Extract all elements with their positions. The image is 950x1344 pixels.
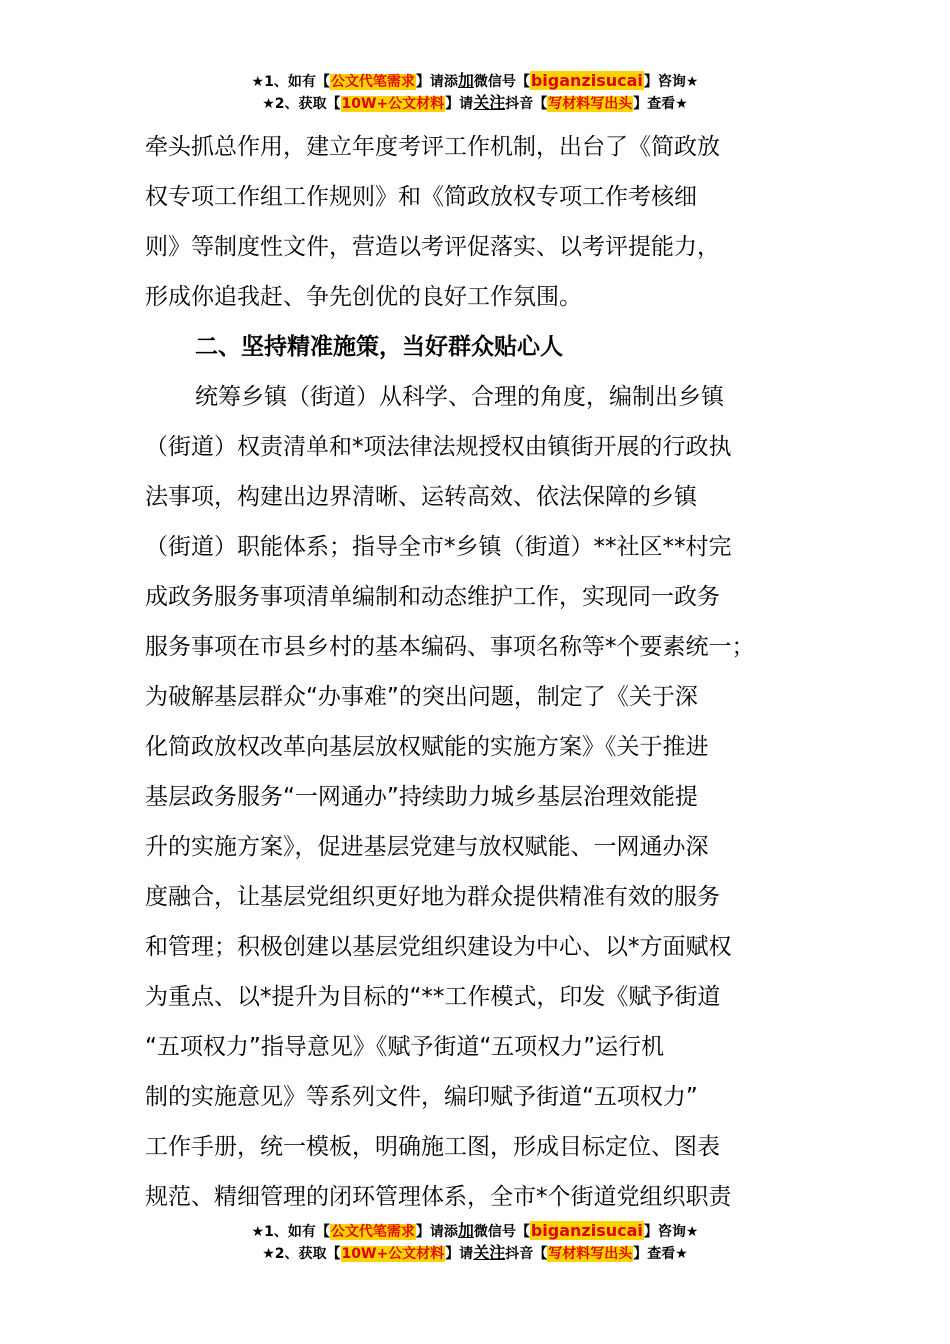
paragraph-line: 规范、精细管理的闭环管理体系，全市*个街道党组织职责 xyxy=(145,1184,732,1210)
star-icon: ★ xyxy=(675,1246,688,1262)
star-icon: ★ xyxy=(685,1224,699,1240)
notice-line-2: ★2、获取【10W+公文材料】请关注抖音【写材料写出头】查看★ xyxy=(262,1243,688,1262)
wechat-id: biganzisucai xyxy=(530,1221,643,1240)
highlight-service: 公文代笔需求 xyxy=(330,1224,415,1240)
paragraph-line: 形成你追我赶、争先创优的良好工作氛围。 xyxy=(145,284,582,310)
star-icon: ★ xyxy=(251,74,265,90)
paragraph-line: 则》等制度性文件，营造以考评促落实、以考评提能力， xyxy=(145,234,720,260)
highlight-materials: 10W+公文材料 xyxy=(341,96,445,112)
highlight-service: 公文代笔需求 xyxy=(330,74,415,90)
section-heading: 二、坚持精准施策，当好群众贴心人 xyxy=(195,334,563,360)
paragraph-line: 升的实施方案》，促进基层党建与放权赋能、一网通办深 xyxy=(145,834,709,860)
header-notice-banner xyxy=(0,70,950,114)
wechat-id: biganzisucai xyxy=(530,71,643,90)
paragraph-line: 制的实施意见》等系列文件，编印赋予街道“五项权力” xyxy=(145,1084,698,1110)
paragraph-line: 工作手册，统一模板，明确施工图，形成目标定位、图表 xyxy=(145,1134,720,1160)
star-icon: ★ xyxy=(262,1246,275,1262)
paragraph-line: （街道）权责清单和*项法律法规授权由镇街开展的行政执 xyxy=(145,434,732,460)
paragraph-line: 为重点、以*提升为目标的“**工作模式，印发《赋予街道 xyxy=(145,984,721,1010)
notice-line-2: ★2、获取【10W+公文材料】请关注抖音【写材料写出头】查看★ xyxy=(262,93,688,112)
paragraph-line: 成政务服务事项清单编制和动态维护工作，实现同一政务 xyxy=(145,584,720,610)
star-icon: ★ xyxy=(251,1224,265,1240)
paragraph-line: 统筹乡镇（街道）从科学、合理的角度，编制出乡镇 xyxy=(195,384,724,410)
paragraph-line: 法事项，构建出边界清晰、运转高效、依法保障的乡镇 xyxy=(145,484,697,510)
douyin-account: 写材料写出头 xyxy=(548,1246,633,1262)
document-body xyxy=(145,122,825,1222)
star-icon: ★ xyxy=(262,96,275,112)
notice-line-1: ★1、如有【公文代笔需求】请添加微信号【biganzisucai】咨询★ xyxy=(251,71,699,90)
paragraph-line: 权专项工作组工作规则》和《简政放权专项工作考核细 xyxy=(145,184,697,210)
douyin-account: 写材料写出头 xyxy=(548,96,633,112)
paragraph-line: 度融合，让基层党组织更好地为群众提供精准有效的服务 xyxy=(145,884,720,910)
notice-line-1: ★1、如有【公文代笔需求】请添加微信号【biganzisucai】咨询★ xyxy=(251,1221,699,1240)
paragraph-line: 服务事项在市县乡村的基本编码、事项名称等*个要素统一； xyxy=(145,634,755,660)
paragraph-line: 化简政放权改革向基层放权赋能的实施方案》《关于推进 xyxy=(145,734,709,760)
paragraph-line: 基层政务服务“一网通办”持续助力城乡基层治理效能提 xyxy=(145,784,698,810)
paragraph-line: “五项权力”指导意见》《赋予街道“五项权力”运行机 xyxy=(145,1034,665,1060)
star-icon: ★ xyxy=(675,96,688,112)
paragraph-line: 为破解基层群众“办事难”的突出问题，制定了《关于深 xyxy=(145,684,698,710)
paragraph-line: （街道）职能体系；指导全市*乡镇（街道）**社区**村完 xyxy=(145,534,732,560)
paragraph-line: 和管理；积极创建以基层党组织建设为中心、以*方面赋权 xyxy=(145,934,732,960)
paragraph-line: 牵头抓总作用，建立年度考评工作机制，出台了《简政放 xyxy=(145,134,720,160)
highlight-materials: 10W+公文材料 xyxy=(341,1246,445,1262)
footer-notice-banner xyxy=(0,1220,950,1264)
star-icon: ★ xyxy=(685,74,699,90)
